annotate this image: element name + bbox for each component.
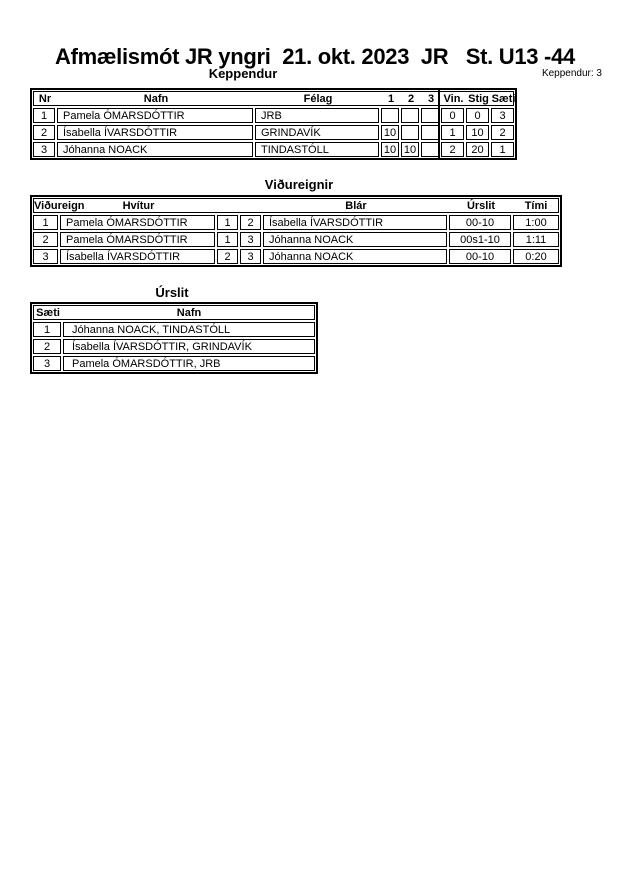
cell-saeti: 2 — [491, 125, 514, 140]
urslit-heading: Úrslit — [155, 285, 189, 300]
vidureignir-table — [30, 195, 562, 267]
cell-blar-nr: 2 — [240, 215, 261, 230]
table-row — [33, 322, 315, 337]
cell-saeti: 2 — [33, 339, 61, 354]
col-header-timi: Tími — [524, 199, 548, 212]
col-header-felag: Félag — [303, 92, 333, 105]
urslit-table — [30, 302, 318, 374]
cell-vin: 0 — [441, 108, 464, 123]
cell-nafn: Jóhanna NOACK, TINDASTÓLL — [63, 322, 315, 337]
cell-blar-nr: 3 — [240, 249, 261, 264]
cell-felag: TINDASTÓLL — [255, 142, 379, 157]
section-divider — [438, 90, 440, 158]
cell-hvitur-nr: 1 — [217, 215, 238, 230]
cell-stig: 20 — [466, 142, 489, 157]
cell-bout-nr: 1 — [33, 215, 58, 230]
table-row — [33, 356, 315, 371]
col-header-saeti: Sæti — [36, 306, 60, 319]
cell-bout-nr: 2 — [33, 232, 58, 247]
col-header-vin: Vin. — [443, 92, 464, 105]
col-header-saeti: Sæti — [491, 92, 516, 105]
keppendur-header-row — [33, 91, 514, 106]
cell-hvitur: Pamela ÓMARSDÓTTIR — [60, 232, 215, 247]
col-header-hvitur: Hvítur — [122, 199, 155, 212]
cell-nafn: Pamela ÓMARSDÓTTIR, JRB — [63, 356, 315, 371]
col-header-nafn: Nafn — [176, 306, 202, 319]
cell-round3 — [421, 108, 439, 123]
cell-round1: 10 — [381, 125, 399, 140]
cell-nr: 2 — [33, 125, 55, 140]
cell-saeti: 1 — [491, 142, 514, 157]
cell-urslit: 00-10 — [449, 249, 511, 264]
cell-bout-nr: 3 — [33, 249, 58, 264]
keppendur-heading: Keppendur — [208, 66, 278, 81]
table-row — [33, 232, 559, 247]
cell-blar: Jóhanna NOACK — [263, 249, 447, 264]
urslit-header-row — [33, 305, 315, 320]
keppendur-table — [30, 88, 517, 160]
vidureignir-header-row — [33, 198, 559, 213]
col-header-nr: Nr — [38, 92, 52, 105]
cell-nafn: Pamela ÓMARSDÓTTIR — [57, 108, 253, 123]
cell-round1: 10 — [381, 142, 399, 157]
cell-hvitur: Ísabella ÍVARSDÓTTIR — [60, 249, 215, 264]
col-header-round1: 1 — [387, 92, 395, 105]
cell-urslit: 00-10 — [449, 215, 511, 230]
cell-nafn: Ísabella ÍVARSDÓTTIR, GRINDAVÍK — [63, 339, 315, 354]
cell-round2 — [401, 125, 419, 140]
cell-nafn: Ísabella ÍVARSDÓTTIR — [57, 125, 253, 140]
cell-vin: 2 — [441, 142, 464, 157]
page-title: Afmælismót JR yngri 21. okt. 2023 JR St. U13 -44 — [55, 44, 575, 69]
cell-saeti: 1 — [33, 322, 61, 337]
cell-round2: 10 — [401, 142, 419, 157]
cell-timi: 1:00 — [513, 215, 559, 230]
cell-blar: Jóhanna NOACK — [263, 232, 447, 247]
col-header-stig: Stig — [468, 92, 489, 105]
table-row — [33, 215, 559, 230]
cell-stig: 0 — [466, 108, 489, 123]
vidureignir-heading: Viðureignir — [264, 177, 334, 192]
col-header-blank2 — [241, 199, 262, 212]
cell-nr: 3 — [33, 142, 55, 157]
cell-blar: Ísabella ÍVARSDÓTTIR — [263, 215, 447, 230]
cell-hvitur-nr: 1 — [217, 232, 238, 247]
col-header-nafn: Nafn — [143, 92, 169, 105]
cell-round3 — [421, 125, 439, 140]
cell-hvitur: Pamela ÓMARSDÓTTIR — [60, 215, 215, 230]
table-row — [33, 142, 514, 157]
cell-saeti: 3 — [491, 108, 514, 123]
col-header-blar: Blár — [345, 199, 367, 212]
cell-blar-nr: 3 — [240, 232, 261, 247]
col-header-round2: 2 — [407, 92, 415, 105]
cell-vin: 1 — [441, 125, 464, 140]
table-row — [33, 339, 315, 354]
table-row — [33, 249, 559, 264]
cell-round2 — [401, 108, 419, 123]
col-header-vidureign: Viðureign — [34, 199, 85, 212]
cell-felag: GRINDAVÍK — [255, 125, 379, 140]
cell-hvitur-nr: 2 — [217, 249, 238, 264]
cell-nr: 1 — [33, 108, 55, 123]
competitors-count-label: Keppendur: 3 — [541, 68, 602, 79]
cell-felag: JRB — [255, 108, 379, 123]
cell-urslit: 00s1-10 — [449, 232, 511, 247]
cell-stig: 10 — [466, 125, 489, 140]
cell-timi: 1:11 — [513, 232, 559, 247]
col-header-blank1 — [218, 199, 239, 212]
cell-saeti: 3 — [33, 356, 61, 371]
col-header-urslit: Úrslit — [466, 199, 496, 212]
col-header-round3: 3 — [427, 92, 435, 105]
cell-nafn: Jóhanna NOACK — [57, 142, 253, 157]
table-row — [33, 125, 514, 140]
cell-round3 — [421, 142, 439, 157]
table-row — [33, 108, 514, 123]
cell-timi: 0:20 — [513, 249, 559, 264]
cell-round1 — [381, 108, 399, 123]
